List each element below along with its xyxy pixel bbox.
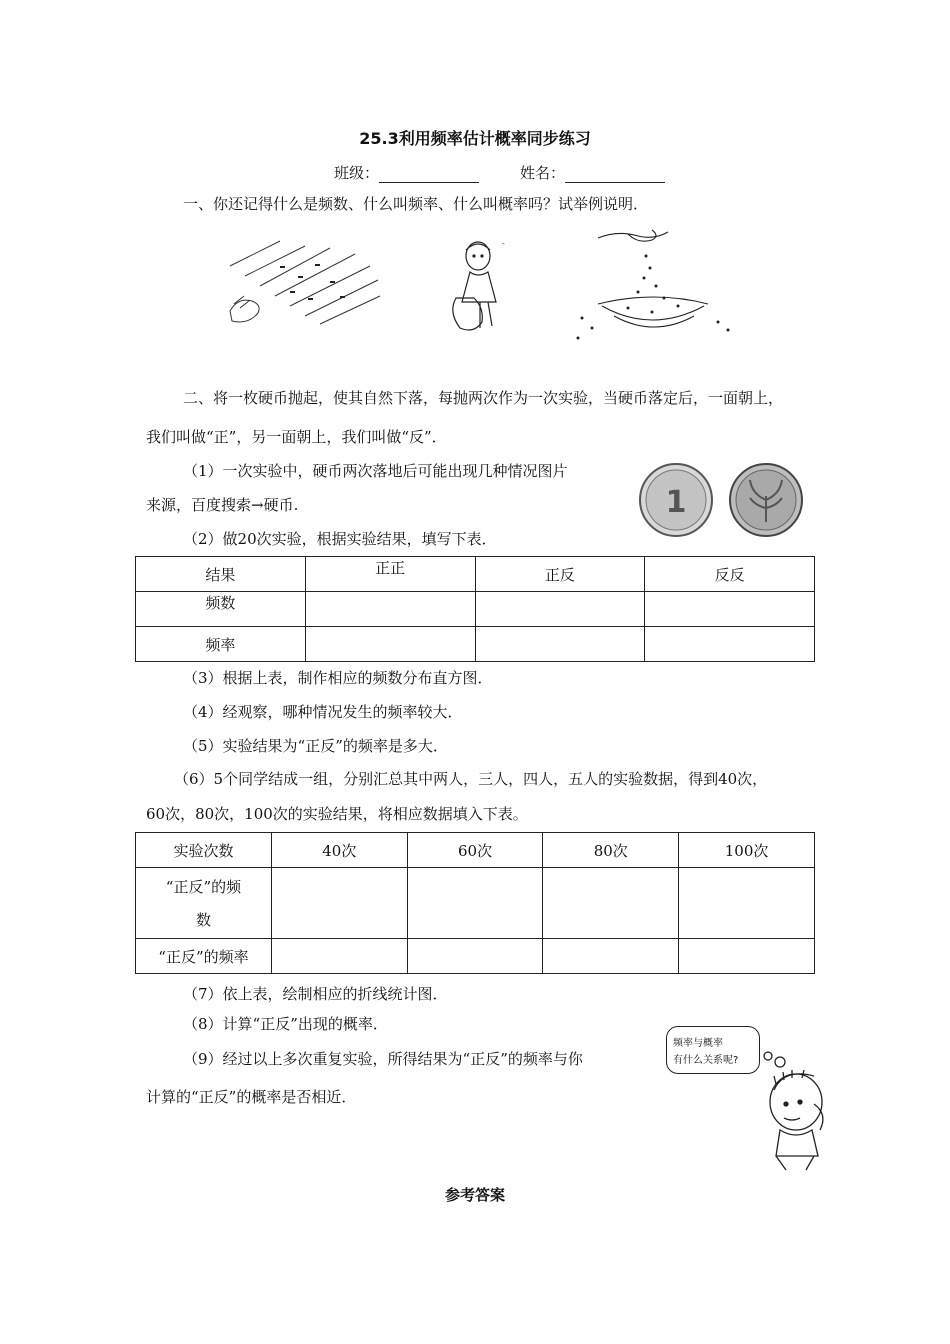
table-header-row [136, 557, 815, 592]
table-cell [543, 868, 679, 939]
table-cell [305, 592, 475, 627]
frequency-table [135, 556, 815, 662]
row-label: 频率 [136, 627, 306, 662]
table-cell [543, 939, 679, 974]
table-row [136, 592, 815, 627]
row-label [136, 868, 272, 939]
q2-item4: （4）经观察，哪种情况发生的频率较大． [183, 703, 463, 721]
q2-item2: （2）做20次实验，根据实验结果，填写下表． [183, 530, 497, 548]
q2-item5: （5）实验结果为“正反”的频率是多大． [183, 737, 448, 755]
name-label: 姓名： [520, 164, 566, 182]
table-row [136, 939, 815, 974]
table-cell [475, 592, 645, 627]
table-cell [679, 939, 815, 974]
table-cell [475, 627, 645, 662]
table-header-cell: 正反 [475, 557, 645, 592]
table-header-cell: 实验次数 [136, 833, 272, 868]
q2-item3: （3）根据上表，制作相应的频数分布直方图． [183, 669, 493, 687]
coin-front-image [636, 460, 716, 540]
name-field [520, 162, 665, 183]
q2-intro-line1: 二、将一枚硬币抛起，使其自然下落，每抛两次作为一次实验，当硬币落定后，一面朝上， [183, 389, 784, 407]
q2-item6-line2: 60次，80次，100次的实验结果，将相应数据填入下表。 [146, 805, 528, 823]
q2-item6-line1: （6）5个同学结成一组，分别汇总其中两人，三人，四人，五人的实验数据，得到40次， [174, 770, 768, 788]
q2-item8: （8）计算“正反”出现的概率． [183, 1015, 388, 1033]
table-header-row [136, 833, 815, 868]
bubble-line2: 有什么关系呢? [673, 1055, 739, 1066]
name-blank [565, 168, 665, 183]
q2-item9-line2: 计算的“正反”的概率是否相近． [146, 1088, 357, 1106]
question-1: 一、你还记得什么是频数、什么叫频率、什么叫概率吗？试举例说明． [183, 195, 649, 213]
table-header-cell: 40次 [271, 833, 407, 868]
svg-text:-: - [502, 239, 505, 248]
table-cell [271, 939, 407, 974]
table-header-cell: 100次 [679, 833, 815, 868]
table-header-cell: 正正 [305, 557, 475, 592]
table-header-cell: 60次 [407, 833, 543, 868]
q2-item9-line1: （9）经过以上多次重复实验，所得结果为“正反”的频率与你 [183, 1050, 583, 1068]
table-header-cell: 80次 [543, 833, 679, 868]
class-field [334, 162, 479, 183]
q2-item1-line1: （1）一次实验中，硬币两次落地后可能出现几种情况图片 [183, 462, 568, 480]
thinking-child-image [756, 1050, 836, 1172]
q2-item7: （7）依上表，绘制相应的折线统计图． [183, 985, 448, 1003]
table-header-cell: 反反 [645, 557, 815, 592]
table-cell [305, 627, 475, 662]
class-label: 班级： [334, 164, 380, 182]
table-cell [271, 868, 407, 939]
row-label: “正反”的频率 [136, 939, 272, 974]
q2-item1-line2: 来源，百度搜索→硬币. [146, 496, 299, 514]
answer-heading: 参考答案 [444, 1186, 505, 1204]
table-row [136, 627, 815, 662]
table-row [136, 868, 815, 939]
class-blank [379, 168, 479, 183]
speech-bubble [666, 1026, 760, 1074]
table-cell [407, 868, 543, 939]
row-label: 频数 [136, 592, 306, 627]
child-illustration [440, 236, 515, 336]
coin-back-image [726, 460, 806, 540]
table-cell [645, 627, 815, 662]
table-cell [679, 868, 815, 939]
page-title: 25.3利用频率估计概率同步练习 [359, 129, 591, 148]
rain-illustration [220, 236, 385, 331]
coin-value: 1 [665, 485, 687, 520]
table-cell [645, 592, 815, 627]
bowl-illustration [568, 226, 743, 344]
row-label-line: “正反”的频 [165, 878, 242, 896]
trials-table [135, 832, 815, 974]
bubble-line1: 频率与概率 [673, 1038, 723, 1049]
q2-intro-line2: 我们叫做“正”，另一面朝上，我们叫做“反”． [146, 428, 447, 446]
table-header-cell: 结果 [136, 557, 306, 592]
table-cell [407, 939, 543, 974]
row-label-line: 数 [195, 911, 211, 929]
